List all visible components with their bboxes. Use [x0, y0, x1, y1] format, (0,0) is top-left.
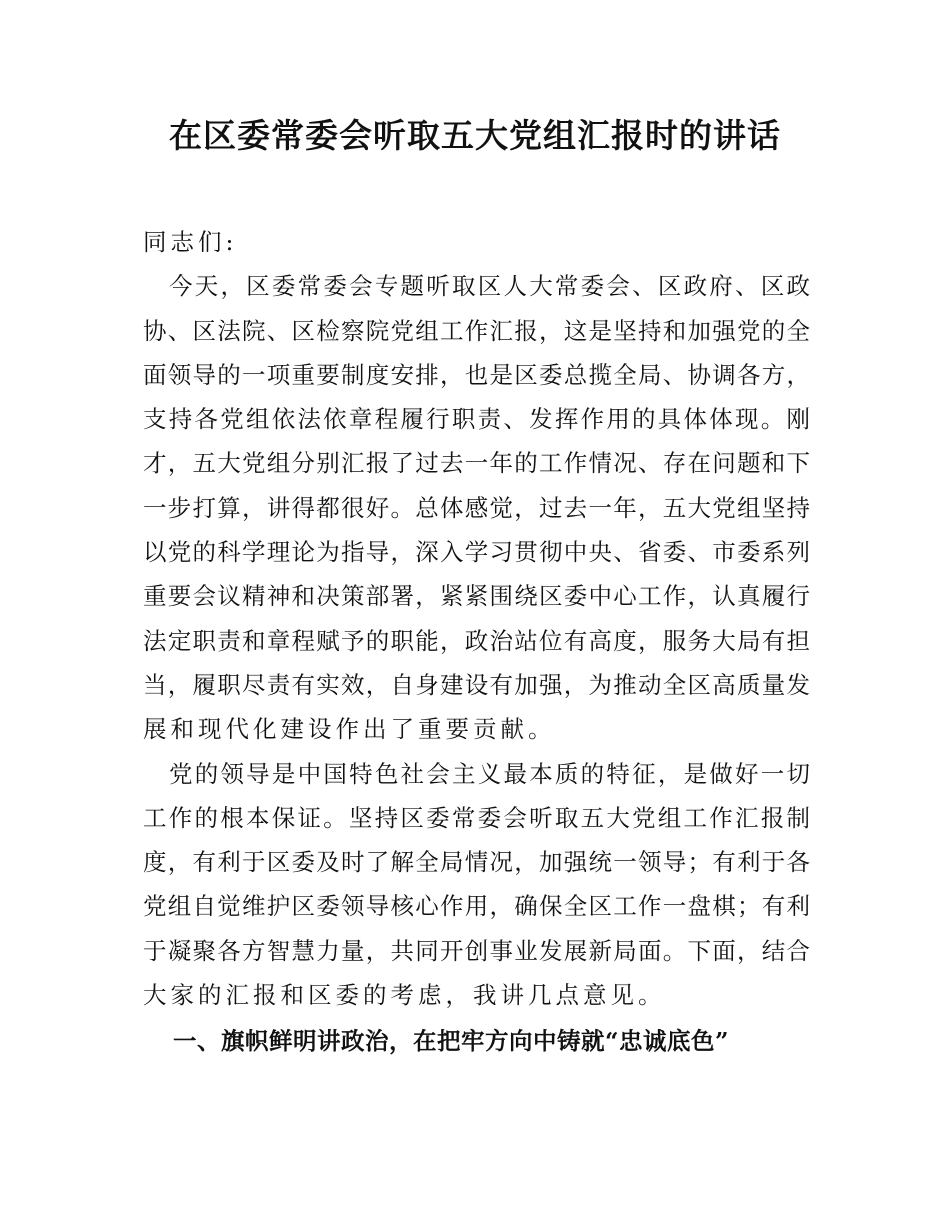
paragraph-1: [143, 264, 810, 751]
paragraph-line: 党组自觉维护区委领导核心作用，确保全区工作一盘棋；有利: [143, 892, 810, 921]
paragraph-line: 一步打算，讲得都很好。总体感觉，过去一年，五大党组坚持: [143, 493, 810, 522]
paragraph-line: 协、区法院、区检察院党组工作汇报，这是坚持和加强党的全: [143, 316, 810, 345]
paragraph-line: 工作的根本保证。坚持区委常委会听取五大党组工作汇报制: [143, 803, 810, 832]
paragraph-line: 今天，区委常委会专题听取区人大常委会、区政府、区政: [169, 272, 810, 301]
paragraph-line: 支持各党组依法依章程履行职责、发挥作用的具体体现。刚: [143, 405, 810, 434]
document-title: 在区委常委会听取五大党组汇报时的讲话: [169, 116, 781, 155]
paragraph-line: 重要会议精神和决策部署，紧紧围绕区委中心工作，认真履行: [143, 582, 810, 611]
paragraph-line: 大家的汇报和区委的考虑，我讲几点意见。: [143, 981, 666, 1010]
paragraph-line: 当，履职尽责有实效，自身建设有加强，为推动全区高质量发: [143, 670, 810, 699]
paragraph-line: 度，有利于区委及时了解全局情况，加强统一领导；有利于各: [143, 848, 810, 877]
paragraph-line: 以党的科学理论为指导，深入学习贯彻中央、省委、市委系列: [143, 538, 810, 567]
paragraph-2: [143, 752, 810, 1018]
paragraph-line: 才，五大党组分别汇报了过去一年的工作情况、存在问题和下: [143, 449, 810, 478]
paragraph-line: 法定职责和章程赋予的职能，政治站位有高度，服务大局有担: [143, 626, 810, 655]
paragraph-line: 展和现代化建设作出了重要贡献。: [143, 715, 556, 744]
greeting: 同志们:: [143, 228, 238, 256]
paragraph-line: 于凝聚各方智慧力量，共同开创事业发展新局面。下面，结合: [143, 936, 810, 965]
paragraph-line: 党的领导是中国特色社会主义最本质的特征，是做好一切: [169, 759, 810, 788]
section-heading: 一、旗帜鲜明讲政治，在把牢方向中铸就“忠诚底色”: [173, 1027, 730, 1056]
paragraph-line: 面领导的一项重要制度安排，也是区委总揽全局、协调各方，: [143, 360, 810, 389]
document-body: [143, 220, 810, 1064]
